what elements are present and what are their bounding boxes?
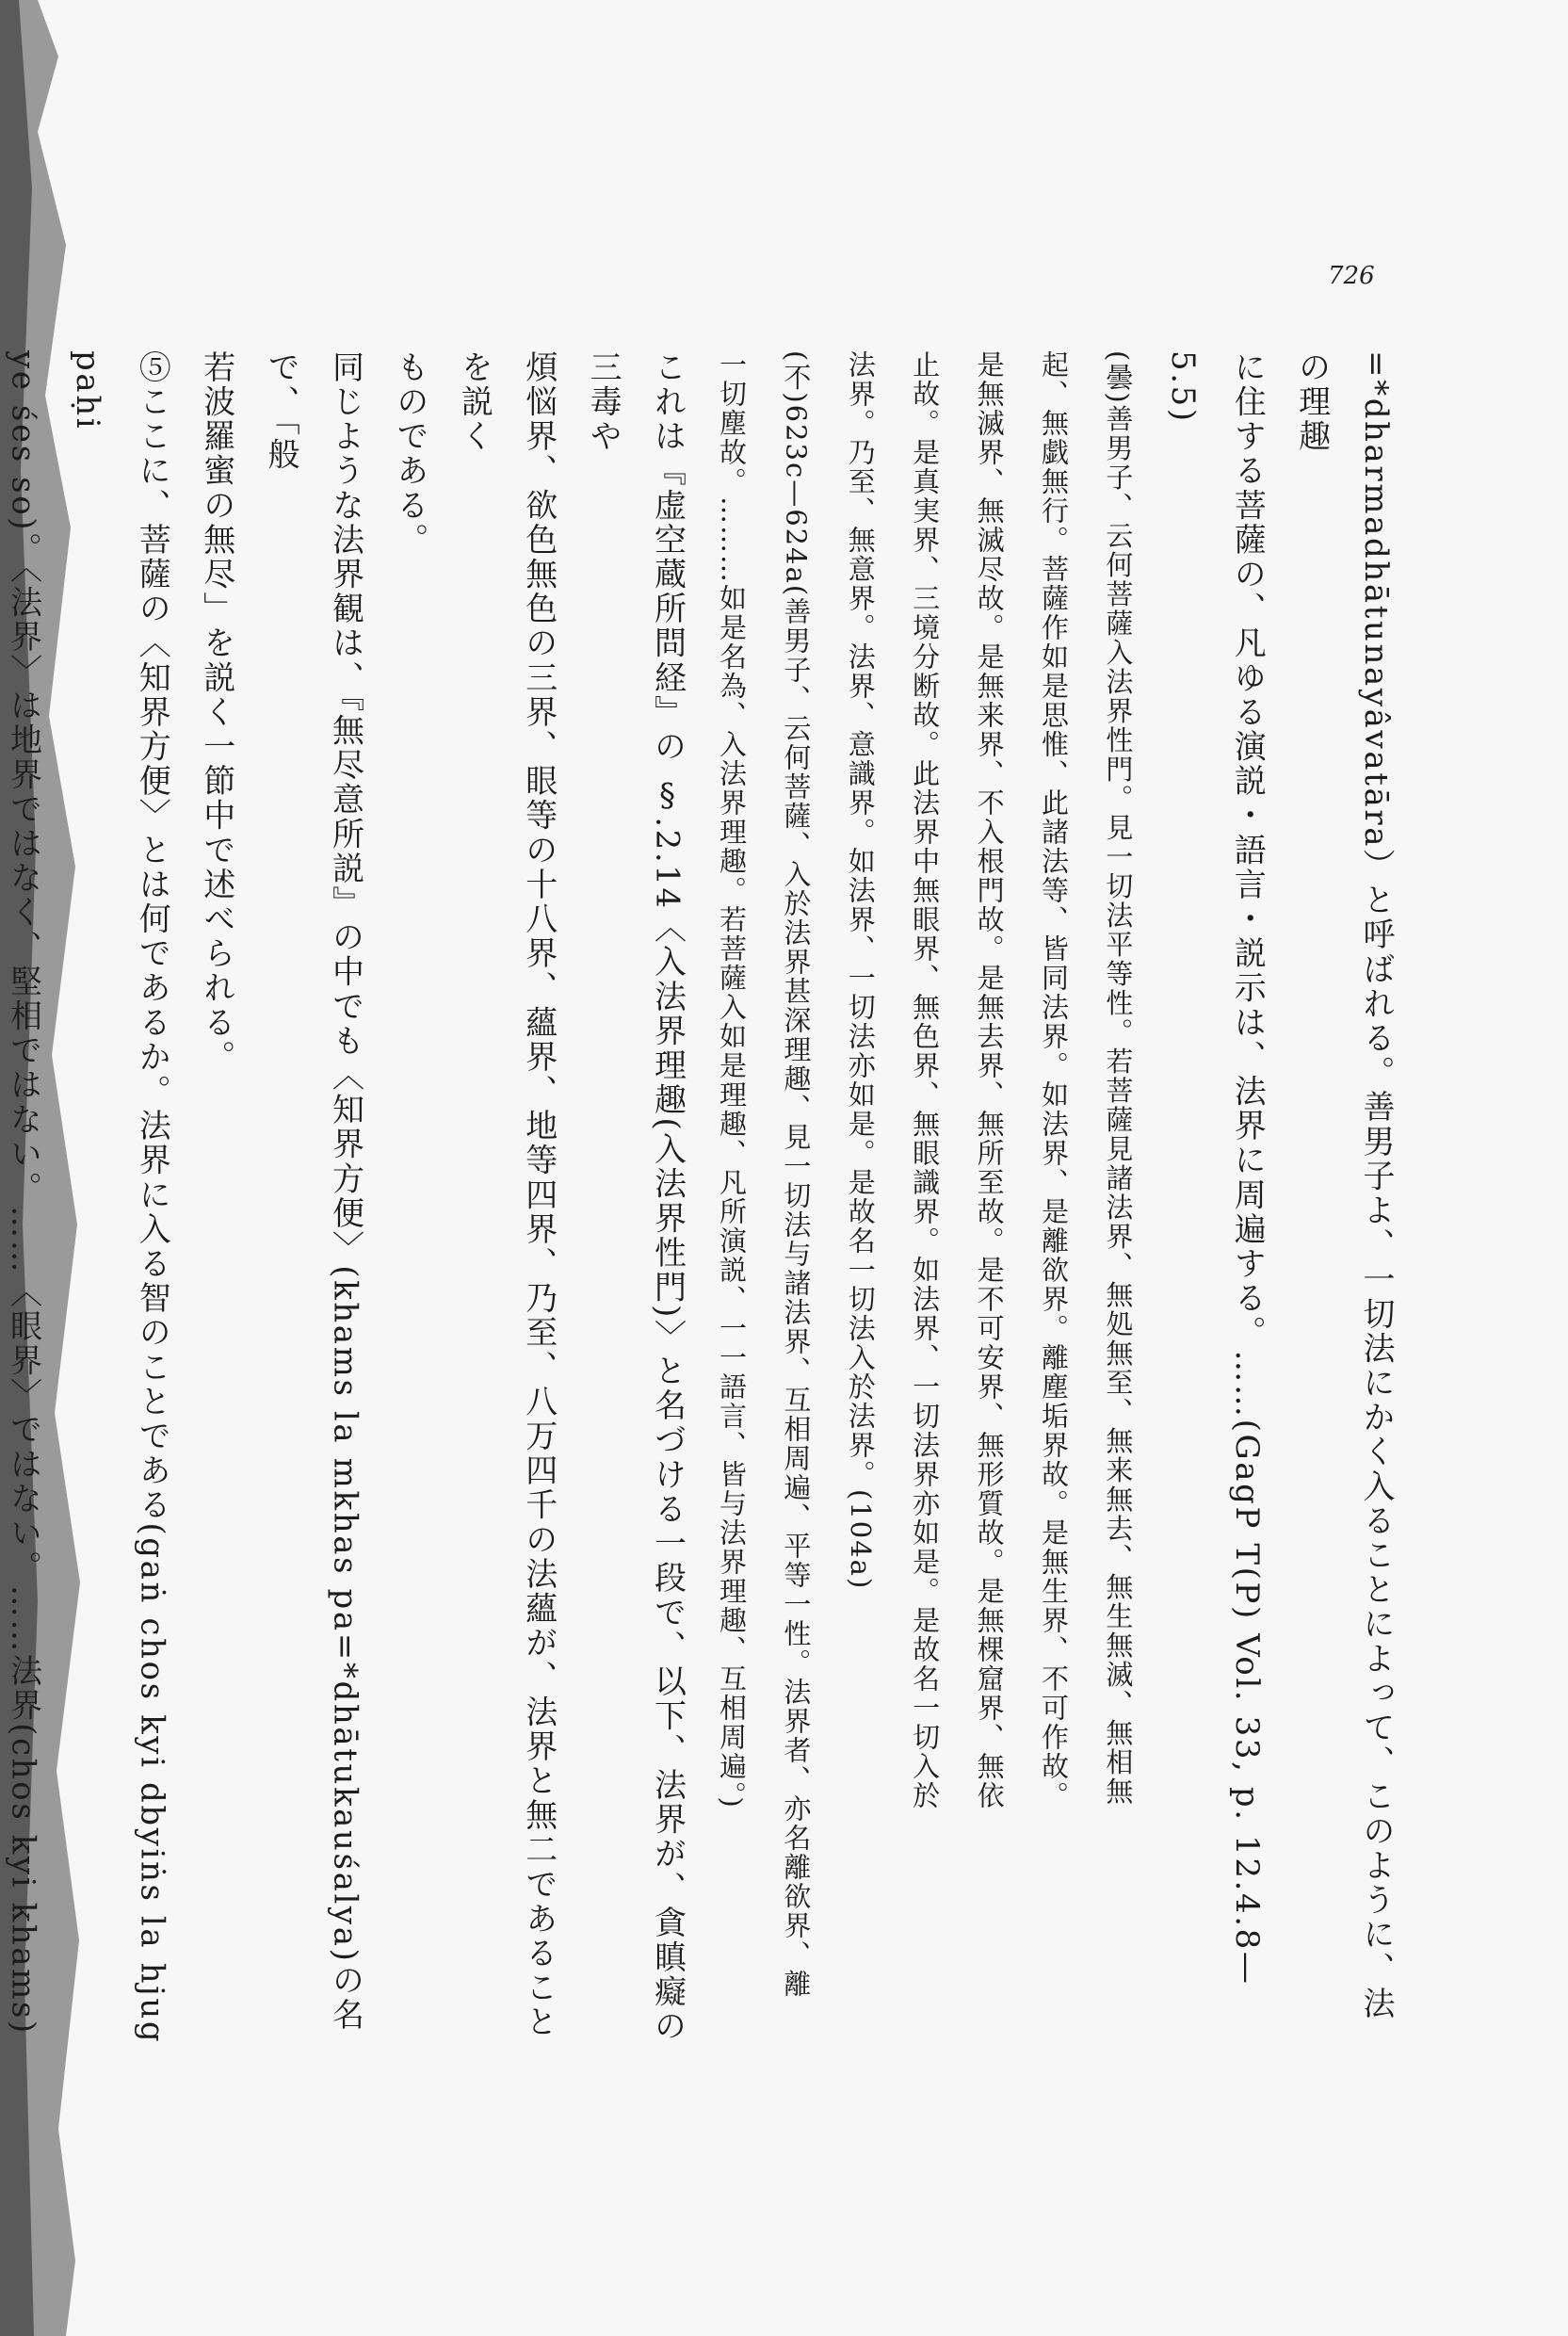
- text-line: 同じような法界観は、『無尽意所説』の中でも〈知界方便〉(khams la mkhas pa=*dhātukauśalya)の名で、「般: [262, 350, 364, 2033]
- text-line: 法界。乃至、無意界。法界、意識界。如法界、一切法亦如是。是故名一切法入於法界。(104a): [844, 350, 877, 1591]
- text-line: =*dharmadhātunayâvatāra）と呼ばれる。善男子よ、一切法にかく入ることによって、このように、法の理趣: [1292, 350, 1395, 2021]
- text-line: 止故。是真実界、三境分断故。此法界中無眼界、無色界、無眼識界。如法界、一切法界亦如是。是故名一切入於: [909, 350, 942, 1810]
- text-line: ものである。: [390, 350, 428, 558]
- text-line: ⑤ここに、菩薩の〈知界方便〉とは何であるか。法界に入る智のことである(gaṅ chos kyi dbyiṅs la hjug paḥi: [68, 350, 171, 2057]
- text-line: 煩悩界、欲色無色の三界、眼等の十八界、蘊界、地等四界、乃至、八万四千の法蘊が、法界と無二であることを説く: [455, 350, 558, 2040]
- text-line: に住する菩薩の、凡ゆる演説・語言・説示は、法界に周遍する。……(GagP T(P) Vol. 33, p. 12.4.8—5.5): [1163, 350, 1267, 1987]
- page-number: 726: [1328, 262, 1375, 290]
- text-line: これは『虚空蔵所問経』の §.2.14〈入法界理趣(入法界性門)〉と名づける一段で、以下、法界が、貪瞋癡の三毒や: [584, 350, 687, 2044]
- text-line: (不)623c—624a(善男子、云何菩薩、入於法界甚深理趣、見一切法与諸法界、互相周遍、平等一性。法界者、亦名離欲界、離: [780, 350, 813, 2000]
- text-line: 是無滅界、無滅尽故。是無来界、不入根門故。是無去界、無所至故。是不可安界、無形質故。是無棵窟界、無依: [973, 350, 1006, 1810]
- text-line: ye śes so)。〈法界〉は地界ではなく、堅相ではない。……〈眼界〉ではない。……法界(chos kyi khams): [4, 350, 42, 2036]
- text-line: 若波羅蜜の無尽」を説く一節中で述べられる。: [197, 350, 235, 1075]
- text-line: 一切塵故。………如是名為、入法界理趣。若菩薩入如是理趣、凡所演説、一一語言、皆与法界理趣、互相周遍。): [715, 350, 748, 1809]
- text-line: (曇)善男子、云何菩薩入法界性門。見一切法平等性。若菩薩見諸法界、無処無至、無来無去、無生無滅、無相無: [1102, 350, 1135, 1807]
- text-line: 起、無戯無行。菩薩作如是思惟、此諸法等、皆同法界。如法界、是離欲界。離塵垢界故。是無生界、不可作故。: [1037, 350, 1070, 1810]
- vertical-text-body: [4, 350, 1408, 2057]
